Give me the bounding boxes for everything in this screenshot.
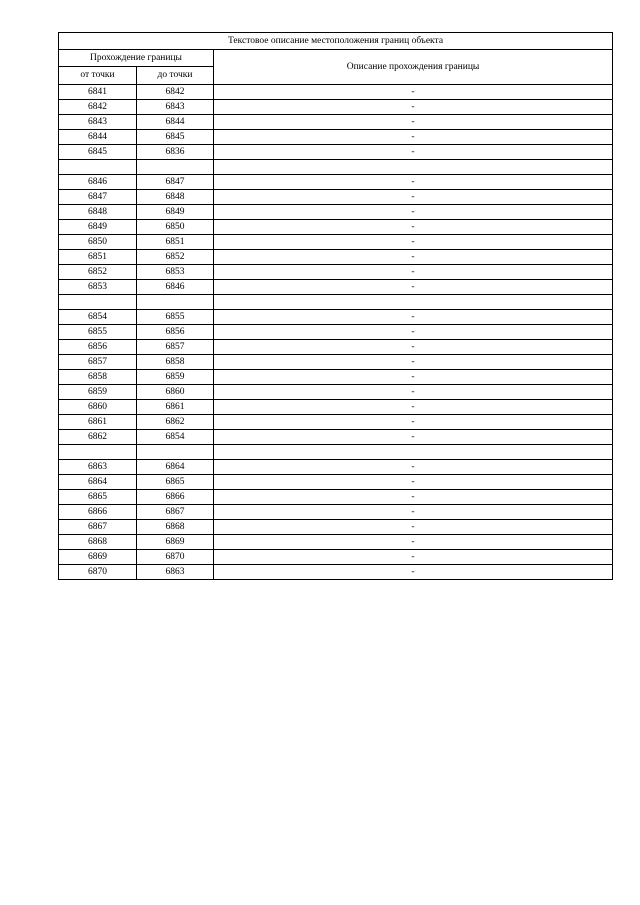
cell-from-point: 6862 [59,430,137,445]
cell-to-point [137,445,214,460]
cell-to-point: 6853 [137,265,214,280]
cell-description: - [214,475,613,490]
cell-from-point: 6863 [59,460,137,475]
cell-description: - [214,100,613,115]
table-title: Текстовое описание местоположения границ объекта [59,33,613,50]
cell-description: - [214,565,613,580]
cell-description: - [214,190,613,205]
table-row [59,325,613,340]
cell-description: - [214,550,613,565]
cell-from-point: 6856 [59,340,137,355]
table-row [59,205,613,220]
cell-description: - [214,460,613,475]
cell-from-point [59,445,137,460]
cell-description: - [214,505,613,520]
table-row [59,85,613,100]
cell-to-point: 6869 [137,535,214,550]
table-row [59,415,613,430]
table-row [59,490,613,505]
cell-description [214,295,613,310]
cell-to-point: 6844 [137,115,214,130]
table-row [59,445,613,460]
table-row [59,250,613,265]
cell-description: - [214,310,613,325]
cell-from-point: 6853 [59,280,137,295]
table-row [59,145,613,160]
cell-to-point: 6845 [137,130,214,145]
cell-from-point: 6865 [59,490,137,505]
table-row [59,160,613,175]
table-row [59,475,613,490]
cell-to-point: 6851 [137,235,214,250]
cell-description: - [214,490,613,505]
table-row [59,385,613,400]
cell-description: - [214,235,613,250]
table-row [59,400,613,415]
table-row [59,355,613,370]
cell-to-point: 6860 [137,385,214,400]
cell-description [214,445,613,460]
table-row [59,340,613,355]
cell-description: - [214,355,613,370]
table-row [59,310,613,325]
table-row [59,235,613,250]
cell-description [214,160,613,175]
cell-to-point: 6857 [137,340,214,355]
cell-from-point: 6868 [59,535,137,550]
cell-from-point: 6841 [59,85,137,100]
table-row [59,130,613,145]
cell-to-point: 6846 [137,280,214,295]
group-header-boundary-passage: Прохождение границы [59,50,214,67]
cell-to-point: 6855 [137,310,214,325]
cell-description: - [214,340,613,355]
table-row [59,295,613,310]
table-row [59,505,613,520]
table-row [59,280,613,295]
cell-to-point: 6849 [137,205,214,220]
table-row [59,565,613,580]
cell-description: - [214,400,613,415]
cell-to-point: 6865 [137,475,214,490]
table-row [59,115,613,130]
table-row [59,535,613,550]
cell-from-point: 6860 [59,400,137,415]
table-row [59,550,613,565]
cell-to-point [137,295,214,310]
table-row [59,430,613,445]
cell-description: - [214,175,613,190]
cell-from-point: 6864 [59,475,137,490]
cell-to-point: 6870 [137,550,214,565]
table-row [59,370,613,385]
cell-description: - [214,205,613,220]
cell-from-point: 6854 [59,310,137,325]
cell-description: - [214,520,613,535]
cell-description: - [214,430,613,445]
cell-from-point: 6866 [59,505,137,520]
cell-to-point: 6848 [137,190,214,205]
cell-from-point: 6843 [59,115,137,130]
column-header-from-point: от точки [59,67,137,85]
cell-to-point: 6861 [137,400,214,415]
cell-from-point: 6846 [59,175,137,190]
column-header-to-point: до точки [137,67,214,85]
cell-from-point: 6858 [59,370,137,385]
cell-to-point: 6858 [137,355,214,370]
cell-from-point: 6848 [59,205,137,220]
cell-from-point: 6861 [59,415,137,430]
cell-description: - [214,130,613,145]
cell-from-point: 6869 [59,550,137,565]
cell-description: - [214,385,613,400]
cell-to-point: 6836 [137,145,214,160]
cell-from-point: 6851 [59,250,137,265]
cell-description: - [214,220,613,235]
cell-to-point: 6864 [137,460,214,475]
cell-description: - [214,145,613,160]
cell-to-point: 6850 [137,220,214,235]
cell-description: - [214,85,613,100]
table-body [59,85,613,580]
table-row [59,460,613,475]
cell-to-point: 6847 [137,175,214,190]
cell-from-point: 6849 [59,220,137,235]
cell-to-point: 6852 [137,250,214,265]
cell-description: - [214,280,613,295]
cell-to-point [137,160,214,175]
cell-to-point: 6859 [137,370,214,385]
table-row [59,520,613,535]
cell-from-point: 6870 [59,565,137,580]
cell-to-point: 6866 [137,490,214,505]
cell-to-point: 6842 [137,85,214,100]
cell-to-point: 6863 [137,565,214,580]
cell-from-point: 6859 [59,385,137,400]
cell-from-point: 6857 [59,355,137,370]
cell-description: - [214,265,613,280]
cell-from-point: 6867 [59,520,137,535]
boundary-table [58,32,613,580]
cell-from-point: 6847 [59,190,137,205]
cell-description: - [214,415,613,430]
cell-to-point: 6867 [137,505,214,520]
table-row [59,175,613,190]
column-header-description: Описание прохождения границы [214,50,613,85]
cell-from-point: 6844 [59,130,137,145]
cell-from-point [59,295,137,310]
cell-description: - [214,250,613,265]
cell-from-point [59,160,137,175]
table-row [59,265,613,280]
cell-to-point: 6862 [137,415,214,430]
table-row [59,220,613,235]
table-row [59,190,613,205]
table-row [59,100,613,115]
cell-to-point: 6856 [137,325,214,340]
cell-to-point: 6868 [137,520,214,535]
cell-from-point: 6855 [59,325,137,340]
cell-description: - [214,325,613,340]
cell-from-point: 6845 [59,145,137,160]
cell-description: - [214,370,613,385]
cell-from-point: 6842 [59,100,137,115]
cell-from-point: 6852 [59,265,137,280]
cell-description: - [214,115,613,130]
cell-to-point: 6843 [137,100,214,115]
cell-from-point: 6850 [59,235,137,250]
cell-description: - [214,535,613,550]
cell-to-point: 6854 [137,430,214,445]
